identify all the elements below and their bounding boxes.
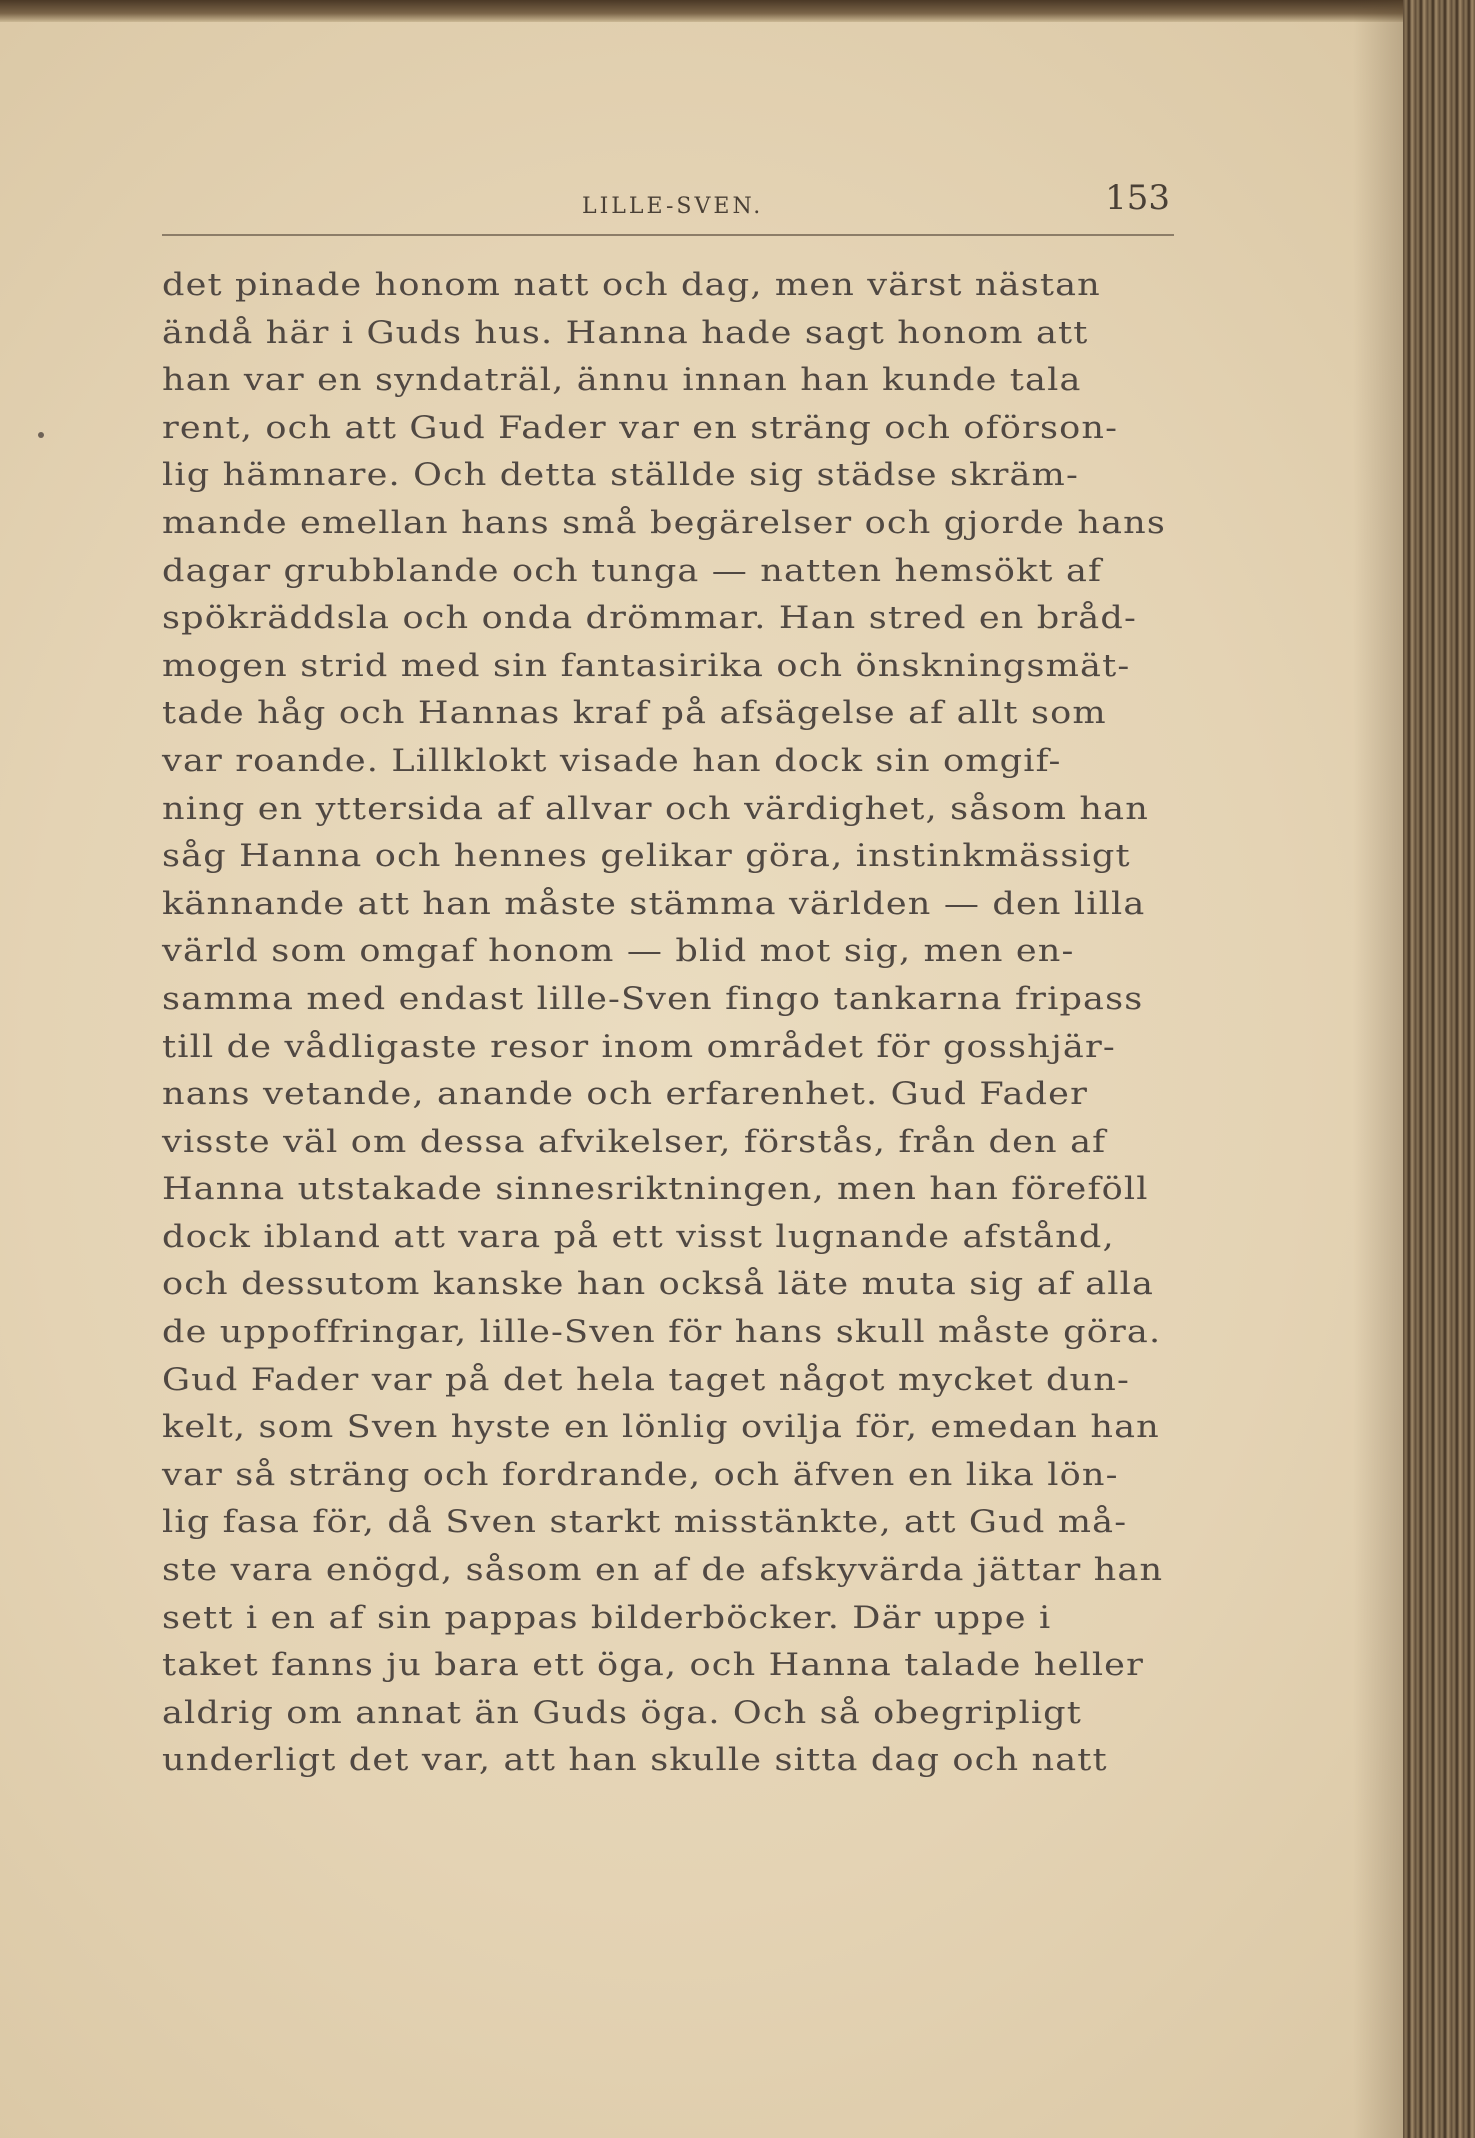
text-line: var så sträng och fordrande, och äfven en lika lön- — [162, 1457, 1119, 1493]
body-text — [162, 262, 1212, 1785]
text-line: Hanna utstakade sinnesriktningen, men han föreföll — [162, 1172, 1149, 1208]
page-header — [162, 178, 1174, 236]
text-line: sett i en af sin pappas bilderböcker. Där uppe i — [162, 1600, 1052, 1636]
text-line: dock ibland att vara på ett visst lugnande afstånd, — [162, 1219, 1115, 1255]
text-line: kännande att han måste stämma världen — den lilla — [162, 886, 1146, 922]
text-line: tade håg och Hannas kraf på afsägelse af allt som — [162, 696, 1107, 732]
text-line: värld som omgaf honom — blid mot sig, men en- — [162, 934, 1075, 970]
page-number: 153 — [1105, 178, 1170, 218]
text-line: de uppoffringar, lille-Sven för hans skull måste göra. — [162, 1315, 1162, 1351]
book-spine-edge — [1403, 0, 1475, 2138]
text-line: var roande. Lillklokt visade han dock sin omgif- — [162, 743, 1062, 779]
text-line: lig hämnare. Och detta ställde sig städse skräm- — [162, 458, 1079, 494]
text-line: han var en syndaträl, ännu innan han kunde tala — [162, 363, 1082, 399]
running-title: LILLE-SVEN. — [582, 194, 764, 219]
margin-dot — [38, 432, 44, 438]
text-line: till de vådligaste resor inom området för gosshjär- — [162, 1029, 1116, 1065]
text-line: aldrig om annat än Guds öga. Och så obegripligt — [162, 1695, 1083, 1731]
text-line: Gud Fader var på det hela taget något mycket dun- — [162, 1362, 1131, 1398]
text-line: ning en yttersida af allvar och värdighet, såsom han — [162, 791, 1149, 827]
text-line: visste väl om dessa afvikelser, förstås, från den af — [162, 1124, 1107, 1160]
text-line: mogen strid med sin fantasirika och önskningsmät- — [162, 648, 1131, 684]
text-line: rent, och att Gud Fader var en sträng och oförson- — [162, 410, 1119, 446]
text-line: och dessutom kanske han också läte muta sig af alla — [162, 1267, 1155, 1303]
text-line: mande emellan hans små begärelser och gjorde hans — [162, 505, 1167, 541]
text-line: kelt, som Sven hyste en lönlig ovilja för, emedan han — [162, 1410, 1160, 1446]
text-line: spökräddsla och onda drömmar. Han stred en bråd- — [162, 601, 1137, 637]
text-line: taket fanns ju bara ett öga, och Hanna talade heller — [162, 1648, 1145, 1684]
page-top-edge — [0, 0, 1475, 22]
text-line: samma med endast lille-Sven fingo tankarna fripass — [162, 981, 1144, 1017]
text-line: det pinade honom natt och dag, men värst nästan — [162, 268, 1101, 303]
text-line: lig fasa för, då Sven starkt misstänkte, att Gud må- — [162, 1505, 1128, 1541]
text-line: dagar grubblande och tunga — natten hemsökt af — [162, 553, 1103, 589]
text-line: ste vara enögd, såsom en af de afskyvärda jättar han — [162, 1553, 1164, 1589]
text-line: nans vetande, anande och erfarenhet. Gud Fader — [162, 1077, 1089, 1113]
text-line: underligt det var, att han skulle sitta dag och natt — [162, 1743, 1108, 1779]
text-line: ändå här i Guds hus. Hanna hade sagt honom att — [162, 315, 1089, 351]
text-line: såg Hanna och hennes gelikar göra, instinkmässigt — [162, 839, 1131, 875]
